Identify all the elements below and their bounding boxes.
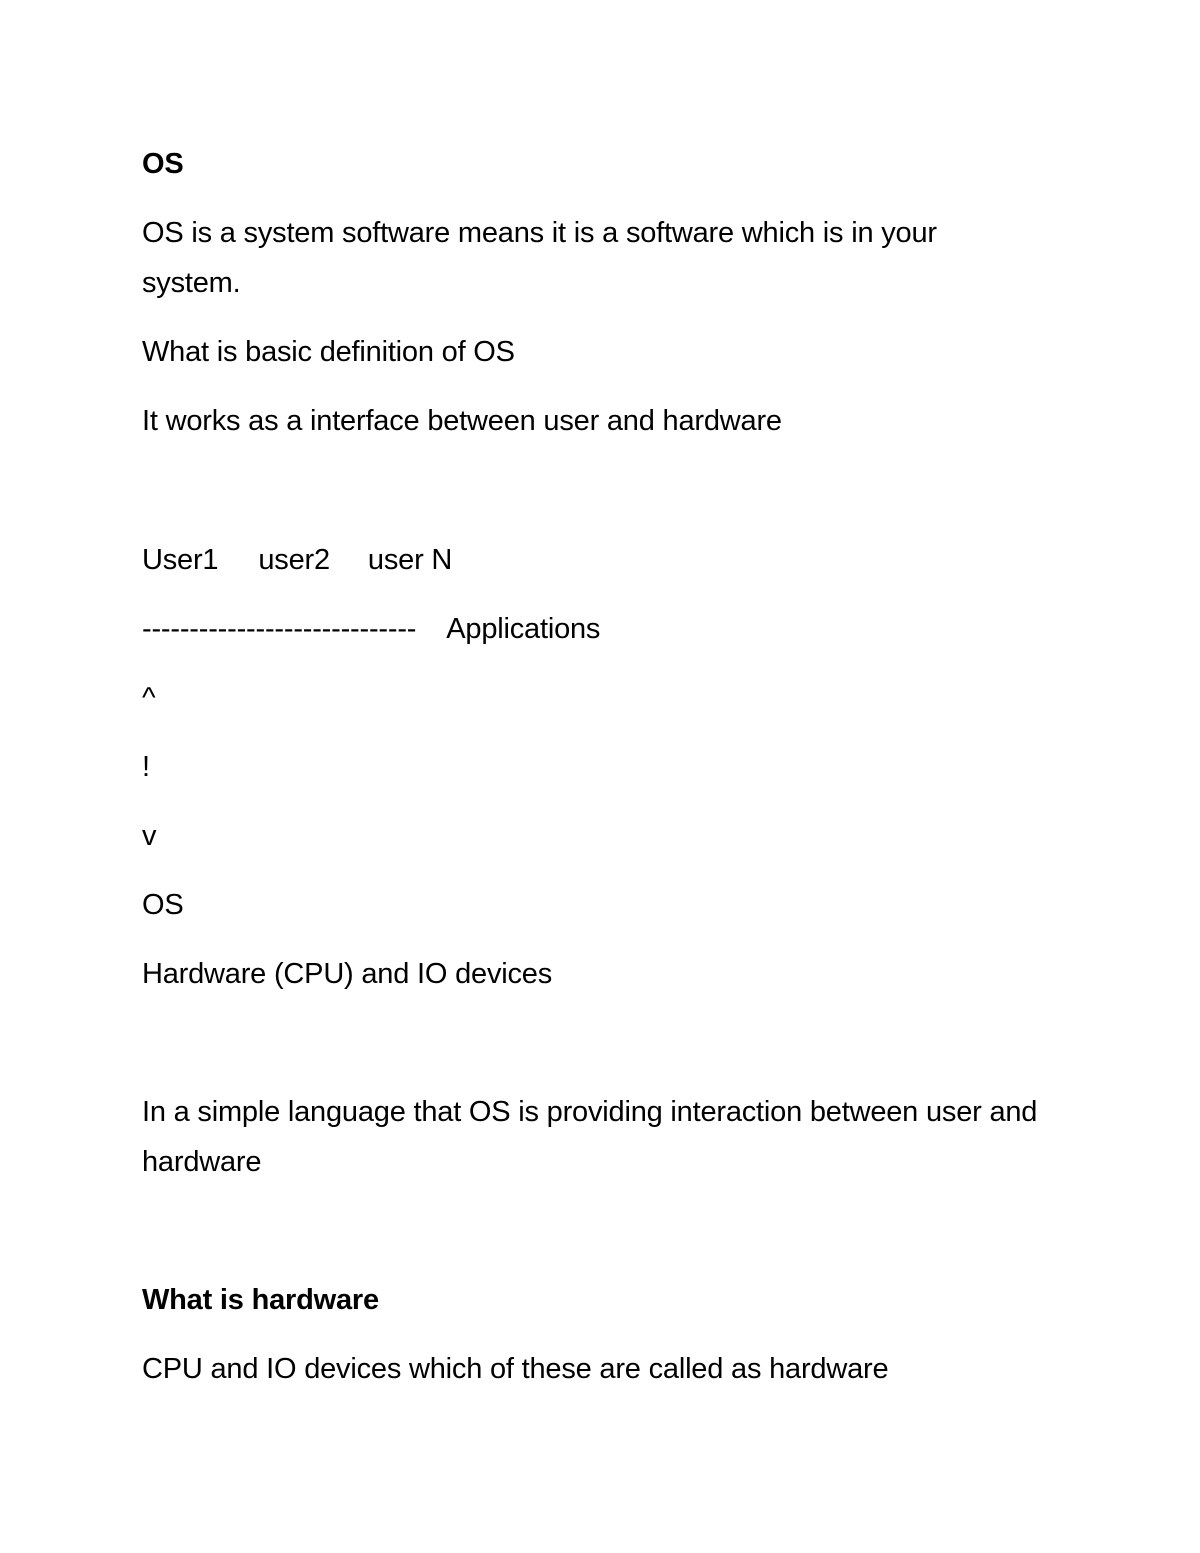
diagram-arrow-down: v bbox=[142, 820, 157, 852]
diagram-os-label: OS bbox=[142, 889, 184, 921]
diagram-user-1: User1 bbox=[142, 544, 219, 576]
diagram-applications-row bbox=[142, 604, 600, 654]
diagram-arrow-mid: ! bbox=[142, 751, 150, 783]
question-basic-definition: What is basic definition of OS bbox=[142, 336, 515, 368]
answer-interface: It works as a interface between user and hardware bbox=[142, 405, 782, 437]
paragraph-definition: OS is a system software means it is a software which is in your system. bbox=[142, 217, 937, 299]
paragraph-simple-language: In a simple language that OS is providing interaction between user and hardware bbox=[142, 1096, 1038, 1178]
diagram-dashes: ----------------------------- bbox=[142, 613, 417, 645]
diagram-users-row bbox=[142, 535, 452, 585]
diagram-applications-label: Applications bbox=[446, 613, 601, 645]
diagram-user-2: user2 bbox=[258, 544, 330, 576]
heading-what-is-hardware: What is hardware bbox=[142, 1284, 379, 1316]
diagram-hardware-label: Hardware (CPU) and IO devices bbox=[142, 958, 553, 990]
diagram-arrow-up: ^ bbox=[142, 682, 156, 714]
heading-os: OS bbox=[142, 148, 184, 180]
diagram-user-n: user N bbox=[367, 544, 453, 576]
paragraph-hardware: CPU and IO devices which of these are called as hardware bbox=[142, 1353, 889, 1385]
